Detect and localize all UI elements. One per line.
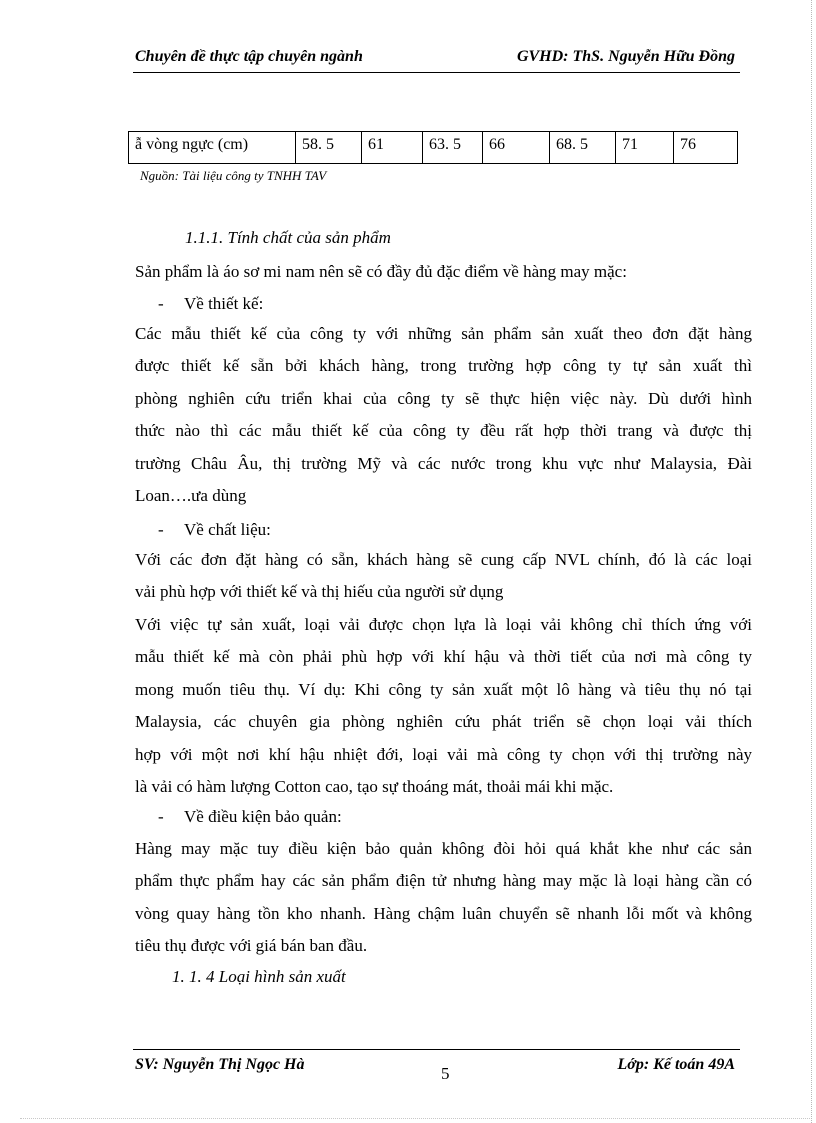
paragraph-line: phẩm thực phẩm hay các sản phẩm điện tử nhưng hàng may mặc là loại hàng cần có [135,871,752,891]
storage-bullet: - Về điều kiện bảo quản: [158,807,342,826]
storage-paragraph [135,833,752,963]
design-bullet-label: Về thiết kế: [184,294,264,313]
page-number: 5 [441,1064,450,1083]
paragraph-line: vòng quay hàng tồn kho nhanh. Hàng chậm luân chuyển sẽ nhanh lỗi mốt và không [135,903,752,923]
table-cell: 66 [483,132,550,164]
paragraph-line: mẫu thiết kế mà còn phải phù hợp với khí hậu và thời tiết của nơi mà công ty [135,647,752,667]
footer-divider [133,1049,740,1050]
intro-text: Sản phẩm là áo sơ mi nam nên sẽ có đầy đủ đặc điểm về hàng may mặc: [135,262,627,281]
paragraph-line: là vải có hàm lượng Cotton cao, tạo sự thoáng mát, thoải mái khi mặc. [135,777,614,797]
header-divider [133,72,740,73]
paragraph-line: Hàng may mặc tuy điều kiện bảo quản không đòi hỏi quá khắt khe như các sản [135,839,752,858]
paragraph-line: trường Châu Âu, thị trường Mỹ và các nước trong khu vực như Malaysia, Đài [135,453,752,473]
paragraph-line: Các mẫu thiết kế của công ty với những sản phẩm sản xuất theo đơn đặt hàng [135,324,752,343]
material-paragraph-2 [135,609,752,803]
page-edge-bottom [20,1118,810,1120]
table-cell: 68. 5 [550,132,616,164]
header-supervisor: GVHD: ThS. Nguyễn Hữu Đồng [516,48,735,65]
chest-size-table [128,131,738,164]
material-bullet-label: Về chất liệu: [184,520,271,539]
paragraph-line: Với việc tự sản xuất, loại vải được chọn lựa là loại vải không chỉ thích ứng với [135,615,752,634]
footer-student: SV: Nguyễn Thị Ngọc Hà [135,1056,305,1073]
table-cell: 58. 5 [296,132,362,164]
next-section-heading: 1. 1. 4 Loại hình sản xuất [172,967,346,986]
design-bullet: - Về thiết kế: [158,294,264,313]
design-paragraph [135,318,752,512]
table-row-label: ẫ vòng ngực (cm) [129,132,296,164]
source-note: Nguồn: Tài liệu công ty TNHH TAV [140,168,327,183]
paragraph-line: mong muốn tiêu thụ. Ví dụ: Khi công ty sản xuất một lô hàng và tiêu thụ nó tại [135,679,752,699]
paragraph-line: phòng nghiên cứu triển khai của công ty sẽ thực hiện việc này. Dù dưới hình [135,388,752,408]
paragraph-line: vải phù hợp với thiết kế và thị hiếu của người sử dụng [135,582,504,602]
table-cell: 61 [362,132,423,164]
paragraph-line: thức nào thì các mẫu thiết kế của công ty đều rất hợp thời trang và được thị [135,421,752,441]
material-paragraph-1 [135,544,752,609]
storage-bullet-label: Về điều kiện bảo quản: [184,807,342,826]
header-title: Chuyên đề thực tập chuyên ngành [135,48,363,65]
paragraph-line: Với các đơn đặt hàng có sẵn, khách hàng sẽ cung cấp NVL chính, đó là các loại [135,550,752,569]
paragraph-line: hợp với một nơi khí hậu nhiệt đới, loại vải mà công ty chọn với thị trường này [135,744,752,764]
footer-class: Lớp: Kế toán 49A [617,1056,735,1073]
paragraph-line: Malaysia, các chuyên gia phòng nghiên cứu phát triển sẽ chọn loại vải thích [135,712,752,732]
table-cell: 63. 5 [423,132,483,164]
table-cell: 71 [616,132,674,164]
paragraph-line: Loan….ưa dùng [135,486,247,506]
page-footer [135,1056,735,1078]
paragraph-line: tiêu thụ được với giá bán ban đầu. [135,936,368,956]
page-header [135,48,735,70]
material-bullet: - Về chất liệu: [158,520,271,539]
table-row [129,132,738,164]
section-heading: 1.1.1. Tính chất của sản phẩm [185,228,391,247]
table-cell: 76 [674,132,738,164]
paragraph-line: được thiết kế sẵn bởi khách hàng, trong trường hợp công ty tự sản xuất thì [135,356,752,376]
page-edge-right [811,0,813,1123]
